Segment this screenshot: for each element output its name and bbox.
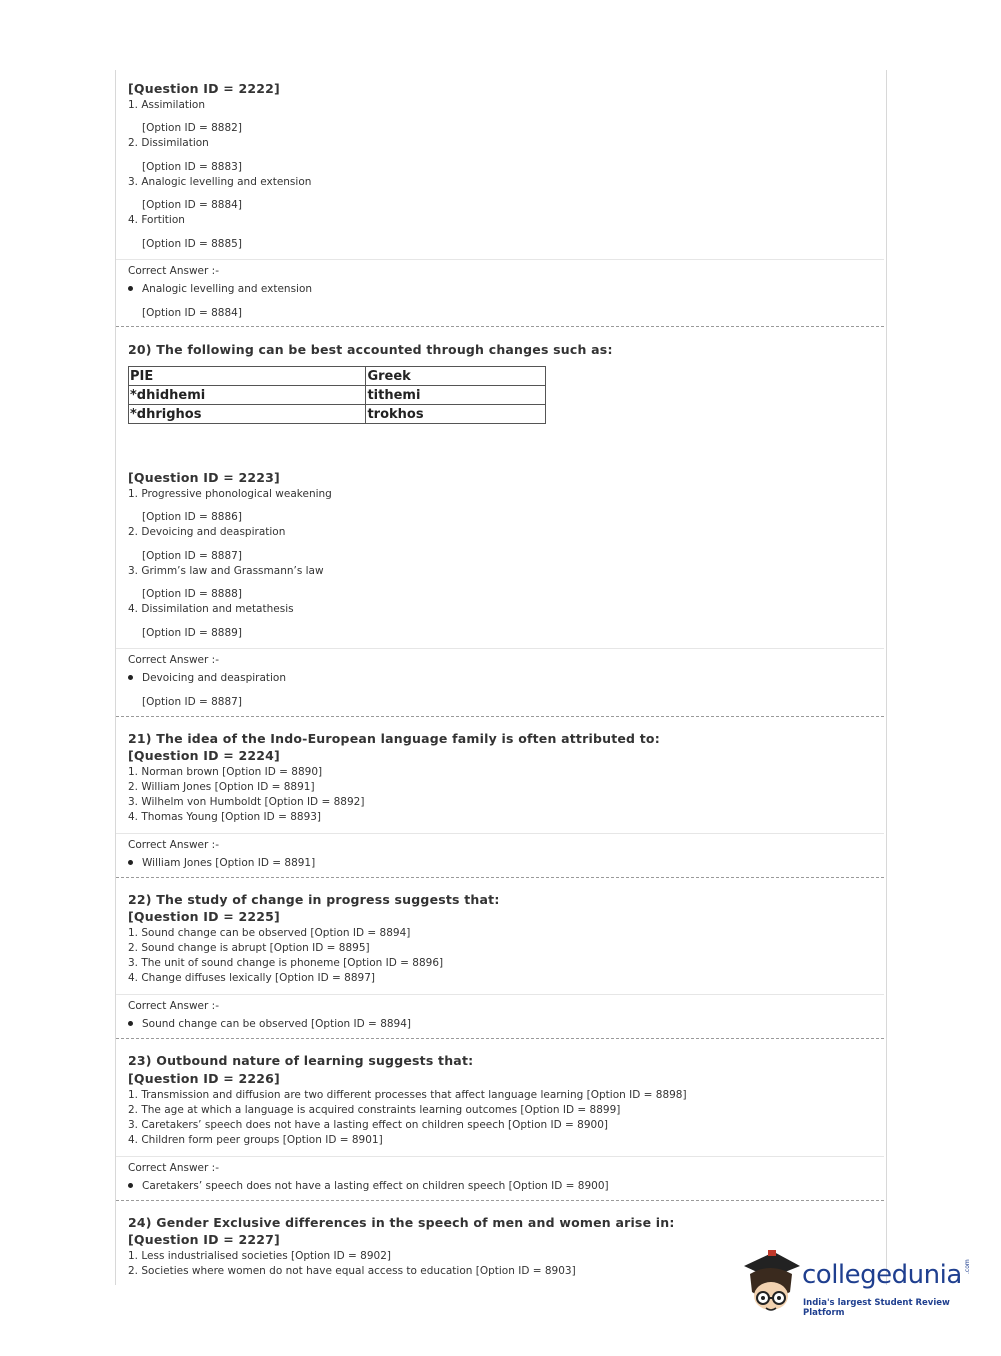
bullet-icon [128,675,133,680]
question-id: [Question ID = 2224] [128,748,280,763]
option-4: 4. Change diffuses lexically [Option ID = 8897] [128,972,375,984]
correct-answer-id: [Option ID = 8884] [142,307,242,319]
option-4: 4. Dissimilation and metathesis [128,603,294,615]
question-id: [Question ID = 2226] [128,1071,280,1086]
question-separator [116,877,884,878]
correct-answer-id: [Option ID = 8887] [142,696,242,708]
logo-tagline: India's largest Student Review Platform [803,1298,950,1318]
logo-wordmark: collegedunia [802,1260,962,1290]
question-title: 24) Gender Exclusive differences in the speech of men and women arise in: [128,1215,675,1230]
option-4: 4. Children form peer groups [Option ID = 8901] [128,1134,383,1146]
option-2: 2. Devoicing and deaspiration [128,526,286,538]
question-title: 20) The following can be best accounted through changes such as: [128,342,613,357]
correct-answer-label: Correct Answer :- [128,654,219,666]
option-1-id: [Option ID = 8886] [142,511,242,523]
question-id: [Question ID = 2223] [128,470,280,485]
correct-answer: William Jones [Option ID = 8891] [128,856,315,871]
option-1: 1. Norman brown [Option ID = 8890] [128,766,323,778]
divider [116,994,884,995]
option-3-id: [Option ID = 8884] [142,199,242,211]
question-separator [116,326,884,327]
table-row [129,386,546,405]
option-4-id: [Option ID = 8889] [142,627,242,639]
logo-domain: .com [964,1259,971,1274]
divider [116,259,884,260]
option-3: 3. The unit of sound change is phoneme [Option ID = 8896] [128,957,444,969]
option-1: 1. Less industrialised societies [Option ID = 8902] [128,1250,391,1262]
bullet-icon [128,1021,133,1026]
correct-answer-label: Correct Answer :- [128,265,219,277]
pie-greek-table [128,366,546,424]
option-3: 3. Analogic levelling and extension [128,176,312,188]
bullet-icon [128,286,133,291]
question-title: 21) The idea of the Indo-European language family is often attributed to: [128,731,660,746]
correct-answer: Sound change can be observed [Option ID = 8894] [128,1017,411,1032]
table-cell: trokhos [366,405,546,424]
option-2: 2. Dissimilation [128,137,209,149]
option-3-id: [Option ID = 8888] [142,588,242,600]
option-2: 2. The age at which a language is acquired constraints learning outcomes [Option ID = 8899] [128,1104,621,1116]
question-separator [116,716,884,717]
option-2-id: [Option ID = 8887] [142,550,242,562]
question-id: [Question ID = 2222] [128,81,280,96]
divider [116,1156,884,1157]
table-cell: PIE [129,367,366,386]
option-3: 3. Wilhelm von Humboldt [Option ID = 8892] [128,796,365,808]
option-2: 2. William Jones [Option ID = 8891] [128,781,315,793]
table-cell: *dhidhemi [129,386,366,405]
correct-answer: Analogic levelling and extension [128,282,312,297]
divider [116,833,884,834]
option-1: 1. Transmission and diffusion are two different processes that affect language learning [Option ID = 8898] [128,1089,687,1101]
question-id: [Question ID = 2227] [128,1232,280,1247]
option-4: 4. Fortition [128,214,185,226]
option-2: 2. Sound change is abrupt [Option ID = 8895] [128,942,370,954]
option-2: 2. Societies where women do not have equal access to education [Option ID = 8903] [128,1265,576,1277]
table-row [129,367,546,386]
option-1: 1. Sound change can be observed [Option ID = 8894] [128,927,411,939]
table-cell: Greek [366,367,546,386]
option-3: 3. Grimm’s law and Grassmann’s law [128,565,324,577]
option-2-id: [Option ID = 8883] [142,161,242,173]
table-cell: *dhrighos [129,405,366,424]
mascot-icon [740,1248,802,1320]
correct-answer-label: Correct Answer :- [128,839,219,851]
table-cell: tithemi [366,386,546,405]
correct-answer-label: Correct Answer :- [128,1000,219,1012]
divider [116,648,884,649]
question-id: [Question ID = 2225] [128,909,280,924]
collegedunia-logo [740,1248,970,1323]
option-1-id: [Option ID = 8882] [142,122,242,134]
option-3: 3. Caretakers’ speech does not have a lasting effect on children speech [Option ID = 8900] [128,1119,608,1131]
question-separator [116,1038,884,1039]
option-1: 1. Progressive phonological weakening [128,488,332,500]
correct-answer: Devoicing and deaspiration [128,671,286,686]
option-4-id: [Option ID = 8885] [142,238,242,250]
table-row [129,405,546,424]
bullet-icon [128,1183,133,1188]
question-title: 22) The study of change in progress suggests that: [128,892,500,907]
bullet-icon [128,860,133,865]
question-separator [116,1200,884,1201]
option-4: 4. Thomas Young [Option ID = 8893] [128,811,322,823]
correct-answer: Caretakers’ speech does not have a lasting effect on children speech [Option ID = 8900] [128,1179,609,1194]
correct-answer-label: Correct Answer :- [128,1162,219,1174]
question-title: 23) Outbound nature of learning suggests that: [128,1053,474,1068]
option-1: 1. Assimilation [128,99,206,111]
